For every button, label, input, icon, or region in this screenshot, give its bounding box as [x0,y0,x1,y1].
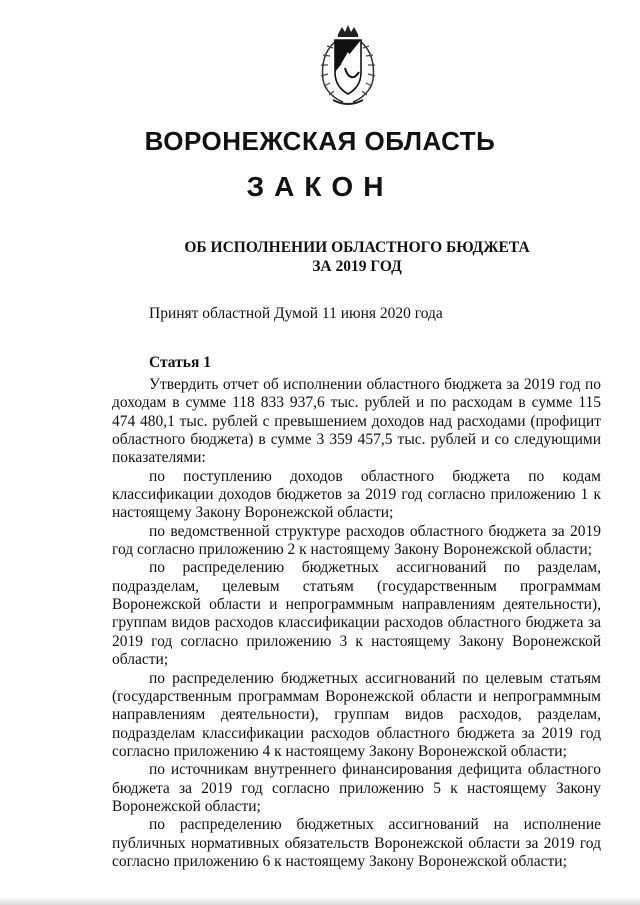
article-paragraph: по распределению бюджетных ассигнований по целевым статьям (государственным программам Воронежской области и непрограммным направлениям деятельности), группам видов расходов, разделам, подразделам классификации расходов областного бюджета за 2019 год согласно приложению 4 к настоящему Закону Воронежской области; [112,669,601,760]
article-paragraph: по распределению бюджетных ассигнований по разделам, подразделам, целевым статьям (государственным программам Воронежской области и непрограммным направлениям деятельности), группам видов расходов классификации расходов областного бюджета за 2019 год согласно приложению 3 к настоящему Закону Воронежской области; [112,559,601,669]
article-paragraph: по распределению бюджетных ассигнований на исполнение публичных нормативных обязательств Воронежской области за 2019 год согласно приложению 6 к настоящему Закону Воронежской области; [112,816,601,870]
article-body [112,376,601,871]
law-title [0,238,640,276]
page-bottom-edge [0,897,640,905]
region-title: ВОРОНЕЖСКАЯ ОБЛАСТЬ [144,126,496,156]
article-paragraph: по поступлению доходов областного бюджета по кодам классификации доходов бюджетов за 2019 год согласно приложению 1 к настоящему Закону Воронежской области; [112,467,601,522]
adoption-note: Принят областной Думой 11 июня 2020 года [149,305,443,322]
law-title-line-1: ОБ ИСПОЛНЕНИИ ОБЛАСТНОГО БЮДЖЕТА [184,239,530,256]
law-title-line-2: ЗА 2019 ГОД [312,258,402,275]
coat-of-arms-icon [311,24,385,108]
article-paragraph: по ведомственной структуре расходов областного бюджета за 2019 год согласно приложению 2 к настоящему Закону Воронежской области; [112,522,601,559]
article-paragraph: Утвердить отчет об исполнении областного бюджета за 2019 год по доходам в сумме 118 833 937,6 тыс. рублей и по расходам в сумме 115 474 480,1 тыс. рублей с превышением доходов над расходами (профицит областного бюджета) в сумме 3 359 457,5 тыс. рублей и со следующими показателями: [112,376,601,467]
document-type: ЗАКОН [246,171,394,202]
article-heading: Статья 1 [149,354,211,371]
article-paragraph: по источникам внутреннего финансирования дефицита областного бюджета за 2019 год согласно приложению 5 к настоящему Закону Воронежской области; [112,761,601,815]
